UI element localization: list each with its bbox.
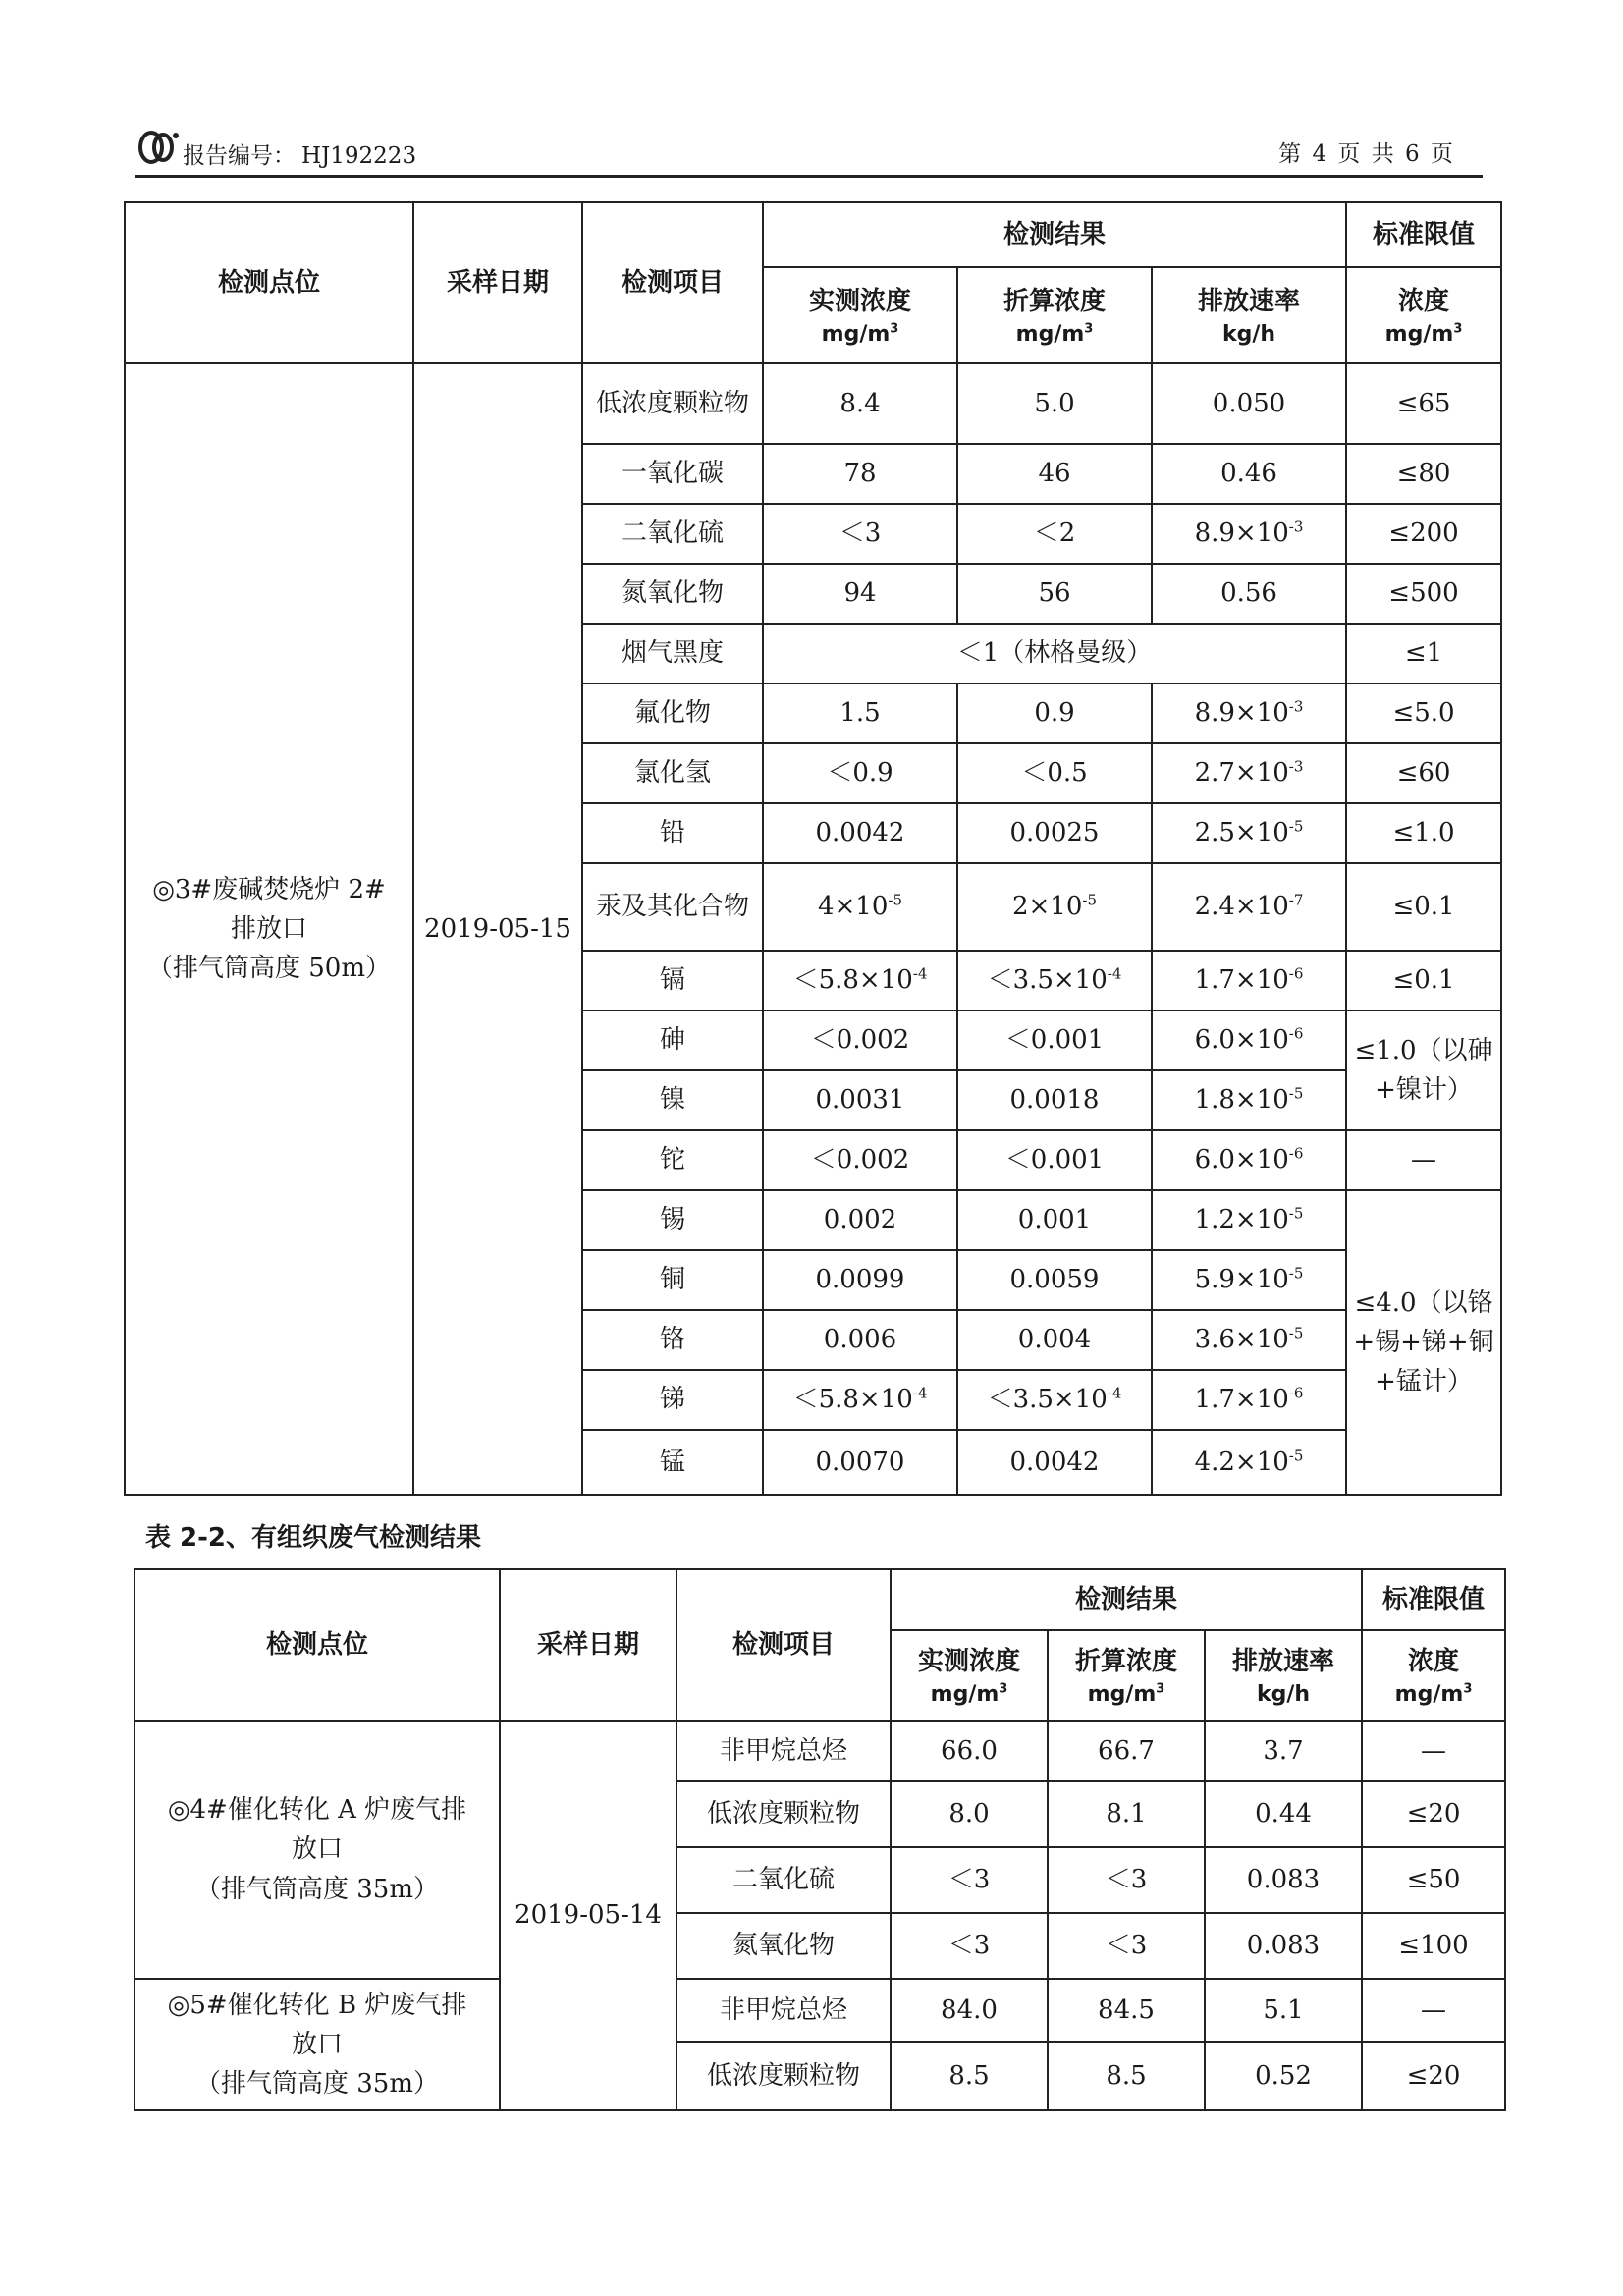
rate-cell: $1.7\times 10^{-6}$ bbox=[1152, 951, 1346, 1011]
item-cell: 二氧化硫 bbox=[676, 1847, 891, 1913]
rate-cell: 0.083 bbox=[1205, 1847, 1362, 1913]
limit-cell: ≤200 bbox=[1346, 504, 1501, 564]
limit-cell: ≤20 bbox=[1362, 1781, 1505, 1847]
limit-cell: ≤1 bbox=[1346, 624, 1501, 683]
rate-cell: 0.44 bbox=[1205, 1781, 1362, 1847]
measured-cell: ＜3 bbox=[891, 1847, 1048, 1913]
company-logo-icon bbox=[137, 130, 181, 165]
limit-cell: — bbox=[1362, 1721, 1505, 1781]
converted-cell: 0.004 bbox=[957, 1310, 1152, 1370]
measured-cell: 78 bbox=[763, 444, 957, 504]
header-results: 检测结果 bbox=[891, 1569, 1362, 1630]
limit-cell: ≤4.0（以铬+锡+锑+铜+锰计） bbox=[1346, 1190, 1501, 1495]
rate-cell: $6.0\times 10^{-6}$ bbox=[1152, 1130, 1346, 1190]
header-measured: 实测浓度 $mg/m^3$ bbox=[763, 267, 957, 363]
item-cell: 低浓度颗粒物 bbox=[676, 1781, 891, 1847]
rate-cell: $1.8\times 10^{-5}$ bbox=[1152, 1070, 1346, 1130]
converted-cell: $<3.5\times 10^{-4}$ bbox=[957, 1370, 1152, 1430]
measured-cell: 1.5 bbox=[763, 683, 957, 743]
header-converted: 折算浓度 $mg/m^3$ bbox=[957, 267, 1152, 363]
rate-cell: $8.9\times 10^{-3}$ bbox=[1152, 504, 1346, 564]
rate-cell: $4.2\times 10^{-5}$ bbox=[1152, 1430, 1346, 1495]
header-results: 检测结果 bbox=[763, 202, 1346, 267]
converted-cell: 0.001 bbox=[957, 1190, 1152, 1250]
page-info: 第 4 页 共 6 页 bbox=[1278, 141, 1455, 167]
converted-cell: 0.0018 bbox=[957, 1070, 1152, 1130]
measured-cell: 8.4 bbox=[763, 363, 957, 444]
measured-cell: $4\times 10^{-5}$ bbox=[763, 863, 957, 951]
converted-cell: $2\times 10^{-5}$ bbox=[957, 863, 1152, 951]
measured-cell: ＜3 bbox=[763, 504, 957, 564]
rate-cell: $2.4\times 10^{-7}$ bbox=[1152, 863, 1346, 951]
rate-cell: 0.52 bbox=[1205, 2042, 1362, 2110]
rate-cell: $6.0\times 10^{-6}$ bbox=[1152, 1011, 1346, 1070]
converted-cell: 0.9 bbox=[957, 683, 1152, 743]
header-location: 检测点位 bbox=[125, 202, 413, 363]
limit-cell: ≤20 bbox=[1362, 2042, 1505, 2110]
rate-cell: $3.6\times 10^{-5}$ bbox=[1152, 1310, 1346, 1370]
limit-cell: ≤0.1 bbox=[1346, 951, 1501, 1011]
item-cell: 氟化物 bbox=[582, 683, 763, 743]
item-cell: 低浓度颗粒物 bbox=[676, 2042, 891, 2110]
measured-cell: 8.0 bbox=[891, 1781, 1048, 1847]
table-row bbox=[135, 1721, 1505, 1781]
limit-cell: — bbox=[1362, 1979, 1505, 2042]
converted-cell: 0.0025 bbox=[957, 803, 1152, 863]
item-cell: 一氧化碳 bbox=[582, 444, 763, 504]
item-cell: 锡 bbox=[582, 1190, 763, 1250]
date-cell: 2019-05-15 bbox=[413, 363, 582, 1495]
page-header bbox=[135, 126, 1483, 178]
converted-cell: 84.5 bbox=[1048, 1979, 1205, 2042]
limit-cell: ≤50 bbox=[1362, 1847, 1505, 1913]
header-rate: 排放速率 kg/h bbox=[1152, 267, 1346, 363]
item-cell: 铜 bbox=[582, 1250, 763, 1310]
report-number-label: 报告编号： HJ192223 bbox=[183, 143, 417, 169]
rate-cell: $2.7\times 10^{-3}$ bbox=[1152, 743, 1346, 803]
location-cell: ◎5#催化转化 B 炉废气排 放口 （排气筒高度 35m） bbox=[135, 1979, 500, 2110]
item-cell: 氯化氢 bbox=[582, 743, 763, 803]
measured-cell: 0.0031 bbox=[763, 1070, 957, 1130]
header-standard: 标准限值 bbox=[1346, 202, 1501, 267]
header-measured: 实测浓度 $mg/m^3$ bbox=[891, 1630, 1048, 1721]
location-cell: ◎3#废碱焚烧炉 2# 排放口 （排气筒高度 50m） bbox=[125, 363, 413, 1495]
header-location: 检测点位 bbox=[135, 1569, 500, 1721]
measured-cell: 8.5 bbox=[891, 2042, 1048, 2110]
converted-cell: ＜0.5 bbox=[957, 743, 1152, 803]
limit-cell: ≤1.0 bbox=[1346, 803, 1501, 863]
limit-cell: ≤500 bbox=[1346, 564, 1501, 624]
item-cell: 氮氧化物 bbox=[582, 564, 763, 624]
converted-cell: 5.0 bbox=[957, 363, 1152, 444]
rate-cell: $8.9\times 10^{-3}$ bbox=[1152, 683, 1346, 743]
converted-cell: ＜3 bbox=[1048, 1847, 1205, 1913]
converted-cell: 8.1 bbox=[1048, 1781, 1205, 1847]
measured-cell: ＜0.002 bbox=[763, 1011, 957, 1070]
converted-cell: 8.5 bbox=[1048, 2042, 1205, 2110]
header-std-conc: 浓度 $mg/m^3$ bbox=[1362, 1630, 1505, 1721]
item-cell: 砷 bbox=[582, 1011, 763, 1070]
table-row bbox=[135, 1979, 1505, 2042]
header-standard: 标准限值 bbox=[1362, 1569, 1505, 1630]
item-cell: 低浓度颗粒物 bbox=[582, 363, 763, 444]
rate-cell: 0.083 bbox=[1205, 1913, 1362, 1979]
report-number: HJ192223 bbox=[301, 143, 417, 169]
measured-cell: ＜3 bbox=[891, 1913, 1048, 1979]
limit-cell: ≤0.1 bbox=[1346, 863, 1501, 951]
measured-cell: 0.0042 bbox=[763, 803, 957, 863]
measured-cell: $<5.8\times 10^{-4}$ bbox=[763, 1370, 957, 1430]
limit-cell: ≤100 bbox=[1362, 1913, 1505, 1979]
limit-cell: — bbox=[1346, 1130, 1501, 1190]
item-cell: 铬 bbox=[582, 1310, 763, 1370]
header-date: 采样日期 bbox=[413, 202, 582, 363]
item-cell: 汞及其化合物 bbox=[582, 863, 763, 951]
measured-cell: ＜0.002 bbox=[763, 1130, 957, 1190]
location-cell: ◎4#催化转化 A 炉废气排 放口 （排气筒高度 35m） bbox=[135, 1721, 500, 1979]
table-row bbox=[125, 363, 1501, 444]
table-2-caption: 表 2-2、有组织废气检测结果 bbox=[145, 1523, 482, 1553]
limit-cell: ≤65 bbox=[1346, 363, 1501, 444]
measured-cell: 66.0 bbox=[891, 1721, 1048, 1781]
item-cell: 铊 bbox=[582, 1130, 763, 1190]
limit-cell: ≤5.0 bbox=[1346, 683, 1501, 743]
measured-cell: ＜0.9 bbox=[763, 743, 957, 803]
limit-cell: ≤1.0（以砷+镍计） bbox=[1346, 1011, 1501, 1130]
item-cell: 二氧化硫 bbox=[582, 504, 763, 564]
merged-result-cell: ＜1（林格曼级） bbox=[763, 624, 1346, 683]
header-converted: 折算浓度 $mg/m^3$ bbox=[1048, 1630, 1205, 1721]
limit-cell: ≤80 bbox=[1346, 444, 1501, 504]
item-cell: 非甲烷总烃 bbox=[676, 1721, 891, 1781]
header-date: 采样日期 bbox=[500, 1569, 676, 1721]
limit-cell: ≤60 bbox=[1346, 743, 1501, 803]
item-cell: 镉 bbox=[582, 951, 763, 1011]
header-rate: 排放速率 kg/h bbox=[1205, 1630, 1362, 1721]
converted-cell: $<3.5\times 10^{-4}$ bbox=[957, 951, 1152, 1011]
rate-cell: 3.7 bbox=[1205, 1721, 1362, 1781]
header-item: 检测项目 bbox=[676, 1569, 891, 1721]
header-std-conc: 浓度 $mg/m^3$ bbox=[1346, 267, 1501, 363]
converted-cell: 66.7 bbox=[1048, 1721, 1205, 1781]
rate-cell: 0.46 bbox=[1152, 444, 1346, 504]
item-cell: 锑 bbox=[582, 1370, 763, 1430]
measured-cell: $<5.8\times 10^{-4}$ bbox=[763, 951, 957, 1011]
rate-cell: 5.1 bbox=[1205, 1979, 1362, 2042]
converted-cell: 0.0059 bbox=[957, 1250, 1152, 1310]
item-cell: 烟气黑度 bbox=[582, 624, 763, 683]
rate-cell: $1.2\times 10^{-5}$ bbox=[1152, 1190, 1346, 1250]
measured-cell: 0.0099 bbox=[763, 1250, 957, 1310]
results-table-2 bbox=[134, 1568, 1506, 2111]
rate-cell: $5.9\times 10^{-5}$ bbox=[1152, 1250, 1346, 1310]
converted-cell: 46 bbox=[957, 444, 1152, 504]
item-cell: 氮氧化物 bbox=[676, 1913, 891, 1979]
converted-cell: ＜0.001 bbox=[957, 1011, 1152, 1070]
header-item: 检测项目 bbox=[582, 202, 763, 363]
rate-cell: 0.56 bbox=[1152, 564, 1346, 624]
rate-cell: $2.5\times 10^{-5}$ bbox=[1152, 803, 1346, 863]
item-cell: 锰 bbox=[582, 1430, 763, 1495]
converted-cell: 56 bbox=[957, 564, 1152, 624]
converted-cell: ＜2 bbox=[957, 504, 1152, 564]
measured-cell: 0.002 bbox=[763, 1190, 957, 1250]
item-cell: 非甲烷总烃 bbox=[676, 1979, 891, 2042]
converted-cell: ＜3 bbox=[1048, 1913, 1205, 1979]
item-cell: 铅 bbox=[582, 803, 763, 863]
measured-cell: 84.0 bbox=[891, 1979, 1048, 2042]
measured-cell: 0.0070 bbox=[763, 1430, 957, 1495]
converted-cell: 0.0042 bbox=[957, 1430, 1152, 1495]
results-table-1 bbox=[124, 201, 1502, 1496]
item-cell: 镍 bbox=[582, 1070, 763, 1130]
rate-cell: $1.7\times 10^{-6}$ bbox=[1152, 1370, 1346, 1430]
measured-cell: 0.006 bbox=[763, 1310, 957, 1370]
date-cell: 2019-05-14 bbox=[500, 1721, 676, 2110]
converted-cell: ＜0.001 bbox=[957, 1130, 1152, 1190]
measured-cell: 94 bbox=[763, 564, 957, 624]
rate-cell: 0.050 bbox=[1152, 363, 1346, 444]
